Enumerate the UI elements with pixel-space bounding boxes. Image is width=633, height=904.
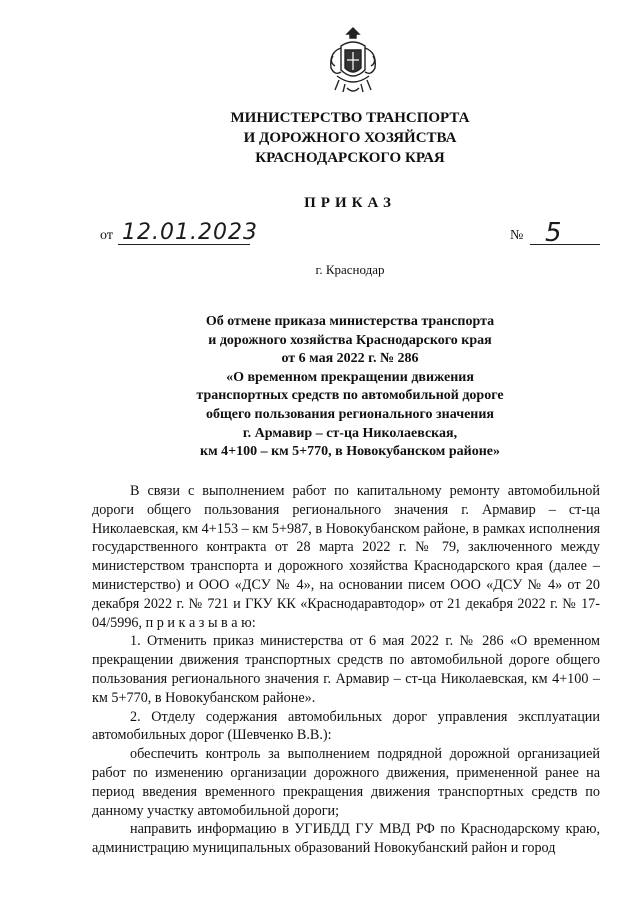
order-body: [92, 482, 600, 858]
body-paragraph: направить информацию в УГИБДД ГУ МВД РФ по Краснодарскому краю, администрацию муниципальных образований Новокубанский район и город: [92, 821, 600, 857]
ministry-name: [150, 108, 550, 168]
number-underline: [530, 244, 600, 245]
coat-of-arms-emblem-icon: [327, 26, 379, 96]
subject-line: г. Армавир – ст-ца Николаевская,: [242, 425, 458, 441]
date-number-row: [0, 220, 633, 250]
number-prefix: №: [510, 228, 524, 243]
body-paragraph: 2. Отделу содержания автомобильных дорог управления эксплуатации автомобильных дорог (Шевченко В.В.):: [92, 708, 600, 744]
subject-line: общего пользования регионального значения: [205, 406, 495, 422]
handwritten-date: 12.01.2023: [122, 220, 258, 245]
ministry-line: МИНИСТЕРСТВО ТРАНСПОРТА: [230, 110, 470, 126]
body-paragraph: 1. Отменить приказ министерства от 6 мая 2022 г. № 286 «О временном прекращении движения транспортных средств по автомобильной дороге общего пользования регионального значения г. Армавир – ст-ца Николаевская, км 4+100 – км 5+770, в Новокубанском районе».: [92, 633, 600, 706]
ministry-line: И ДОРОЖНОГО ХОЗЯЙСТВА: [243, 130, 457, 146]
subject-line: от 6 мая 2022 г. № 286: [281, 351, 419, 367]
order-title: ПРИКАЗ: [304, 195, 396, 211]
subject-line: Об отмене приказа министерства транспорта: [205, 314, 495, 329]
ministry-line: КРАСНОДАРСКОГО КРАЯ: [255, 150, 445, 166]
body-paragraph: В связи с выполнением работ по капитальному ремонту автомобильной дороги общего пользования регионального значения г. Армавир – ст-ца Николаевская, км 4+153 – км 5+987, в Новокубанском районе, в рамках исполнения государственного контракта от 28 марта 2022 г. № 79, заключенного между министерством транспорта и дорожного хозяйства Краснодарского края (далее – министерство) и ООО «ДСУ № 4», на основании писем ООО «ДСУ № 4» от 20 декабря 2022 г. № 721 и ГКУ КК «Краснодаравтодор» от 21 декабря 2022 г. № 17-04/5996, п р и к а з ы в а ю:: [92, 483, 600, 631]
city: г. Краснодар: [315, 262, 385, 277]
subject-line: км 4+100 – км 5+770, в Новокубанском районе»: [200, 444, 500, 460]
body-paragraph: обеспечить контроль за выполнением подрядной дорожной организацией работ по изменению организации дорожного движения, примененной ранее на период введения временного прекращения движения транспортных средств по данному участку автомобильной дороги;: [92, 746, 600, 819]
subject-line: транспортных средств по автомобильной дороге: [196, 388, 504, 404]
date-prefix: от: [100, 228, 113, 243]
subject-line: и дорожного хозяйства Краснодарского края: [208, 332, 492, 348]
subject-line: «О временном прекращении движения: [226, 369, 474, 385]
order-subject: [150, 313, 550, 462]
handwritten-number: 5: [545, 218, 562, 248]
